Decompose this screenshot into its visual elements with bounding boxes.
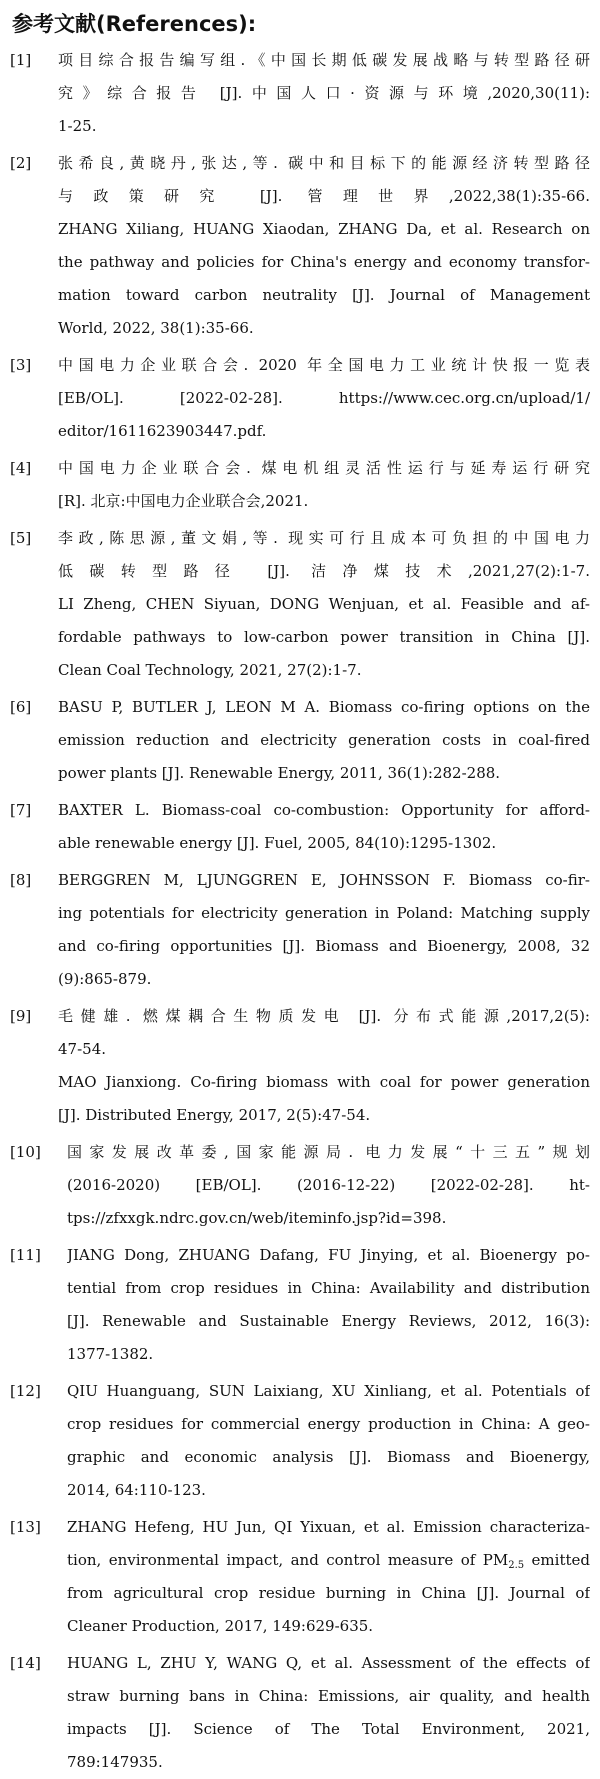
reference-line: 毛健雄. 燃煤耦合生物质发电 [J]. 分布式能源,2017,2(5): bbox=[58, 1007, 590, 1025]
reference-number: [13] bbox=[10, 1518, 41, 1536]
reference-line: (2016-2020) [EB/OL]. (2016-12-22) [2022-02-28]. ht- bbox=[67, 1176, 590, 1194]
reference-line: mation toward carbon neutrality [J]. Journal of Management bbox=[58, 286, 590, 304]
reference-number: [2] bbox=[10, 154, 32, 172]
reference-line: JIANG Dong, ZHUANG Dafang, FU Jinying, et al. Bioenergy po- bbox=[67, 1246, 590, 1264]
reference-text bbox=[67, 1647, 590, 1779]
reference-text bbox=[67, 1375, 590, 1507]
reference-line: World, 2022, 38(1):35-66. bbox=[58, 319, 254, 337]
references-heading: 参考文献(References): bbox=[12, 12, 257, 36]
reference-text bbox=[58, 522, 590, 687]
reference-line: HUANG L, ZHU Y, WANG Q, et al. Assessment of the effects of bbox=[67, 1654, 590, 1672]
reference-text bbox=[67, 1239, 590, 1371]
reference-line: able renewable energy [J]. Fuel, 2005, 84(10):1295-1302. bbox=[58, 834, 497, 852]
reference-number: [14] bbox=[10, 1654, 41, 1672]
reference-line: BAXTER L. Biomass-coal co-combustion: Opportunity for afford- bbox=[58, 801, 590, 819]
reference-line: impacts [J]. Science of The Total Environment, 2021, bbox=[67, 1720, 590, 1738]
reference-text bbox=[58, 1000, 590, 1132]
reference-text bbox=[58, 794, 590, 860]
reference-line: 1377-1382. bbox=[67, 1345, 154, 1363]
reference-line: from agricultural crop residue burning in China [J]. Journal of bbox=[67, 1584, 590, 1602]
reference-line: LI Zheng, CHEN Siyuan, DONG Wenjuan, et al. Feasible and af- bbox=[58, 595, 590, 613]
reference-line: power plants [J]. Renewable Energy, 2011, 36(1):282-288. bbox=[58, 764, 501, 782]
reference-number: [11] bbox=[10, 1246, 41, 1264]
reference-text bbox=[67, 1511, 590, 1643]
reference-line: 李政,陈思源,董文娟,等. 现实可行且成本可负担的中国电力 bbox=[58, 529, 590, 547]
reference-line: 低碳转型路径 [J]. 洁净煤技术,2021,27(2):1-7. bbox=[58, 562, 590, 580]
reference-line: fordable pathways to low-carbon power transition in China [J]. bbox=[58, 628, 590, 646]
reference-item bbox=[10, 794, 590, 860]
reference-text bbox=[58, 864, 590, 996]
reference-item bbox=[10, 147, 590, 345]
reference-text bbox=[58, 691, 590, 790]
reference-line: 中国电力企业联合会. 煤电机组灵活性运行与延寿运行研究 bbox=[58, 459, 590, 477]
reference-line: Cleaner Production, 2017, 149:629-635. bbox=[67, 1617, 374, 1635]
reference-line: [R]. 北京:中国电力企业联合会,2021. bbox=[58, 492, 309, 510]
reference-item bbox=[10, 1136, 590, 1235]
reference-line: [J]. Distributed Energy, 2017, 2(5):47-54. bbox=[58, 1106, 371, 1124]
reference-line: 国家发展改革委,国家能源局. 电力发展“十三五”规划 bbox=[67, 1143, 590, 1161]
reference-line: and co-firing opportunities [J]. Biomass and Bioenergy, 2008, 32 bbox=[58, 937, 590, 955]
reference-line: 2014, 64:110-123. bbox=[67, 1481, 206, 1499]
reference-line: 789:147935. bbox=[67, 1753, 163, 1771]
reference-number: [3] bbox=[10, 356, 32, 374]
reference-number: [12] bbox=[10, 1382, 41, 1400]
reference-line: graphic and economic analysis [J]. Biomass and Bioenergy, bbox=[67, 1448, 590, 1466]
reference-line: straw burning bans in China: Emissions, air quality, and health bbox=[67, 1687, 590, 1705]
reference-line-suffix: emitted bbox=[524, 1551, 590, 1569]
reference-item bbox=[10, 1239, 590, 1371]
reference-text bbox=[67, 1136, 590, 1235]
reference-line: ZHANG Xiliang, HUANG Xiaodan, ZHANG Da, et al. Research on bbox=[58, 220, 590, 238]
reference-line: MAO Jianxiong. Co-firing biomass with coal for power generation bbox=[58, 1073, 590, 1091]
reference-number: [6] bbox=[10, 698, 32, 716]
reference-item bbox=[10, 691, 590, 790]
reference-line: BERGGREN M, LJUNGGREN E, JOHNSSON F. Biomass co-fir- bbox=[58, 871, 590, 889]
reference-text bbox=[58, 349, 590, 448]
reference-item bbox=[10, 864, 590, 996]
reference-line: 究》综合报告 [J].中国人口·资源与环境,2020,30(11): bbox=[58, 84, 590, 102]
reference-number: [10] bbox=[10, 1143, 41, 1161]
reference-line: QIU Huanguang, SUN Laixiang, XU Xinliang, et al. Potentials of bbox=[67, 1382, 590, 1400]
reference-number: [1] bbox=[10, 51, 32, 69]
reference-line: BASU P, BUTLER J, LEON M A. Biomass co-firing options on the bbox=[58, 698, 590, 716]
reference-line: ing potentials for electricity generation in Poland: Matching supply bbox=[58, 904, 590, 922]
reference-number: [9] bbox=[10, 1007, 32, 1025]
reference-line: [EB/OL]. [2022-02-28]. https://www.cec.org.cn/upload/1/ bbox=[58, 389, 590, 407]
reference-item bbox=[10, 1000, 590, 1132]
reference-line: ZHANG Hefeng, HU Jun, QI Yixuan, et al. Emission characteriza- bbox=[67, 1518, 590, 1536]
reference-text bbox=[58, 452, 590, 518]
reference-line: tps://zfxxgk.ndrc.gov.cn/web/iteminfo.jsp?id=398. bbox=[67, 1209, 447, 1227]
reference-number: [4] bbox=[10, 459, 32, 477]
reference-line: Clean Coal Technology, 2021, 27(2):1-7. bbox=[58, 661, 362, 679]
reference-item bbox=[10, 1375, 590, 1507]
reference-line: 项目综合报告编写组.《中国长期低碳发展战略与转型路径研 bbox=[58, 51, 590, 69]
reference-item bbox=[10, 1647, 590, 1779]
reference-item bbox=[10, 1511, 590, 1643]
reference-item bbox=[10, 349, 590, 448]
reference-line: emission reduction and electricity generation costs in coal-fired bbox=[58, 731, 590, 749]
reference-number: [5] bbox=[10, 529, 32, 547]
reference-line: 47-54. bbox=[58, 1040, 107, 1058]
reference-item bbox=[10, 452, 590, 518]
reference-line: 1-25. bbox=[58, 117, 97, 135]
reference-line: (9):865-879. bbox=[58, 970, 152, 988]
reference-line: 与政策研究 [J]. 管理世界,2022,38(1):35-66. bbox=[58, 187, 590, 205]
reference-item bbox=[10, 44, 590, 143]
pm-subscript: 2.5 bbox=[508, 1560, 525, 1571]
reference-line bbox=[67, 1544, 590, 1577]
reference-text bbox=[58, 147, 590, 345]
reference-number: [8] bbox=[10, 871, 32, 889]
reference-line-text: tion, environmental impact, and control measure of PM bbox=[67, 1551, 509, 1569]
references-list bbox=[10, 44, 590, 1779]
reference-line: tential from crop residues in China: Availability and distribution bbox=[67, 1279, 590, 1297]
reference-line: the pathway and policies for China's energy and economy transfor- bbox=[58, 253, 590, 271]
reference-line: 中国电力企业联合会. 2020 年全国电力工业统计快报一览表 bbox=[58, 356, 590, 374]
reference-number: [7] bbox=[10, 801, 32, 819]
reference-line: crop residues for commercial energy production in China: A geo- bbox=[67, 1415, 590, 1433]
reference-line: editor/1611623903447.pdf. bbox=[58, 422, 267, 440]
reference-text bbox=[58, 44, 590, 143]
reference-line: [J]. Renewable and Sustainable Energy Reviews, 2012, 16(3): bbox=[67, 1312, 590, 1330]
reference-item bbox=[10, 522, 590, 687]
reference-line: 张希良,黄晓丹,张达,等. 碳中和目标下的能源经济转型路径 bbox=[58, 154, 590, 172]
